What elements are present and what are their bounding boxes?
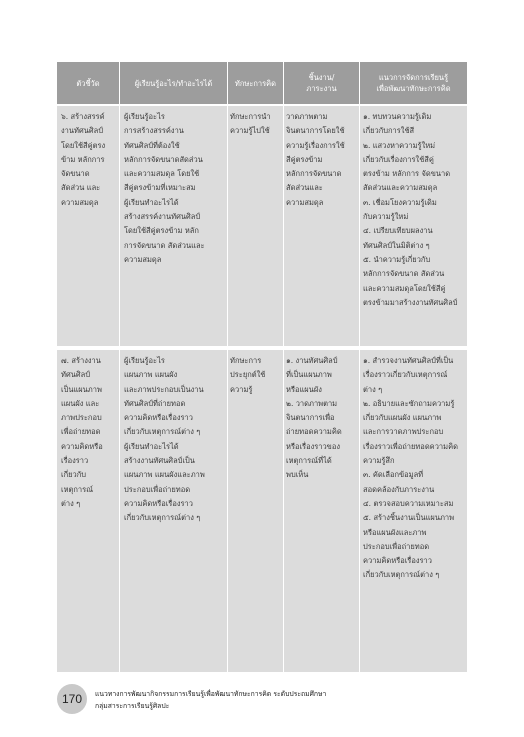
header-learning: ผู้เรียนรู้อะไร/ทำอะไรได้: [134, 78, 213, 88]
row2-work-task: ๑. งานทัศนศิลป์ ที่เป็นแผนภาพ หรือแผนผัง ๒. วาดภาพตาม จินตนาการเพื่อ ถ่ายทอดความคิด หรือเรื่องราวของ เหตุการณ์ที่ได้ พบเห็น: [286, 356, 342, 480]
footer-subtitle: กลุ่มสาระการเรียนรู้ศิลปะ: [95, 702, 170, 710]
footer-title: แนวทางการพัฒนากิจกรรมการเรียนรู้เพื่อพัฒนาทักษะการคิด ระดับประถมศึกษา: [95, 690, 327, 698]
column-divider: [359, 62, 360, 672]
row-separator: [57, 346, 467, 350]
column-divider: [283, 62, 284, 672]
curriculum-table: [57, 62, 467, 672]
header-approach: แนวการจัดการเรียนรู้ เพื่อพัฒนาทักษะการคิด: [376, 73, 451, 93]
row1-thinking-skill: ทักษะการนำ ความรู้ไปใช้: [230, 112, 271, 136]
header-indicator: ตัวชี้วัด: [76, 78, 100, 88]
row1-learning: ผู้เรียนรู้อะไร การสร้างสรรค์งาน ทัศนศิลป์ที่ต้องใช้ หลักการจัดขนาดสัดส่วน และความสมดุล โดยใช้ สีคู่ตรงข้ามที่เหมาะสม ผู้เรียนทำอะไรได้ สร้างสรรค์งานทัศนศิลป์ โดยใช้สีคู่ตรงข้าม หลัก การจัดขนาด สัดส่วนและ ความสมดุล: [124, 112, 205, 264]
row1-work-task: วาดภาพตาม จินตนาการโดยใช้ ความรู้เรื่องการใช้ สีคู่ตรงข้าม หลักการจัดขนาด สัดส่วนและ ความสมดุล: [286, 112, 345, 207]
header-separator: [57, 104, 467, 106]
page-footer: [57, 684, 477, 714]
row2-approach: ๑. สำรวจงานทัศนศิลป์ที่เป็น เรื่องราวเกี่ยวกับเหตุการณ์ ต่าง ๆ ๒. อธิบายและซักถามความรู้ เกี่ยวกับแผนผัง แผนภาพ และการวาดภาพประกอบ เรื่องราวเพื่อถ่ายทอดความคิด ความรู้สึก ๓. คัดเลือกข้อมูลที่ สอดคล้องกับภาระงาน ๔. ตรวจสอบความเหมาะสม ๕. สร้างชิ้นงานเป็นแผนภาพ หรือแผนผังและภาพ ประกอบเพื่อถ่ายทอด ความคิดหรือเรื่องราว เกี่ยวกับเหตุการณ์ต่าง ๆ: [363, 356, 458, 580]
column-divider: [119, 62, 120, 672]
row2-thinking-skill: ทักษะการ ประยุกต์ใช้ ความรู้: [230, 356, 266, 394]
row2-indicator: ๗. สร้างงาน ทัศนศิลป์ เป็นแผนภาพ แผนผัง และ ภาพประกอบ เพื่อถ่ายทอด ความคิดหรือ เรื่องราว เกี่ยวกับ เหตุการณ์ ต่าง ๆ: [61, 356, 103, 508]
column-divider: [227, 62, 228, 672]
page-number-badge: [57, 684, 87, 714]
row1-indicator: ๖. สร้างสรรค์ งานทัศนศิลป์ โดยใช้สีคู่ตรง ข้าม หลักการ จัดขนาด สัดส่วน และ ความสมดุล: [61, 112, 106, 207]
row2-learning: ผู้เรียนรู้อะไร แผนภาพ แผนผัง และภาพประกอบเป็นงาน ทัศนศิลป์ที่ถ่ายทอด ความคิดหรือเรื่องราว เกี่ยวกับเหตุการณ์ต่าง ๆ ผู้เรียนทำอะไรได้ สร้างงานทัศนศิลป์เป็น แผนภาพ แผนผังและภาพ ประกอบเพื่อถ่ายทอด ความคิดหรือเรื่องราว เกี่ยวกับเหตุการณ์ต่าง ๆ: [124, 356, 205, 523]
header-work-task: ชิ้นงาน/ ภาระงาน: [306, 73, 337, 93]
page-number: 170: [61, 692, 83, 706]
header-thinking-skill: ทักษะการคิด: [234, 78, 277, 88]
row1-approach: ๑. ทบทวนความรู้เดิม เกี่ยวกับการใช้สี ๒. แสวงหาความรู้ใหม่ เกี่ยวกับเรื่องการใช้สีคู่ ตรงข้าม หลักการ จัดขนาด สัดส่วนและความสมดุล ๓. เชื่อมโยงความรู้เดิม กับความรู้ใหม่ ๔. เปรียบเทียบผลงาน ทัศนศิลป์ในมิติต่าง ๆ ๕. นำความรู้เกี่ยวกับ หลักการจัดขนาด สัดส่วน และความสมดุลโดยใช้สีคู่ ตรงข้ามมาสร้างงานทัศนศิลป์: [363, 112, 458, 307]
